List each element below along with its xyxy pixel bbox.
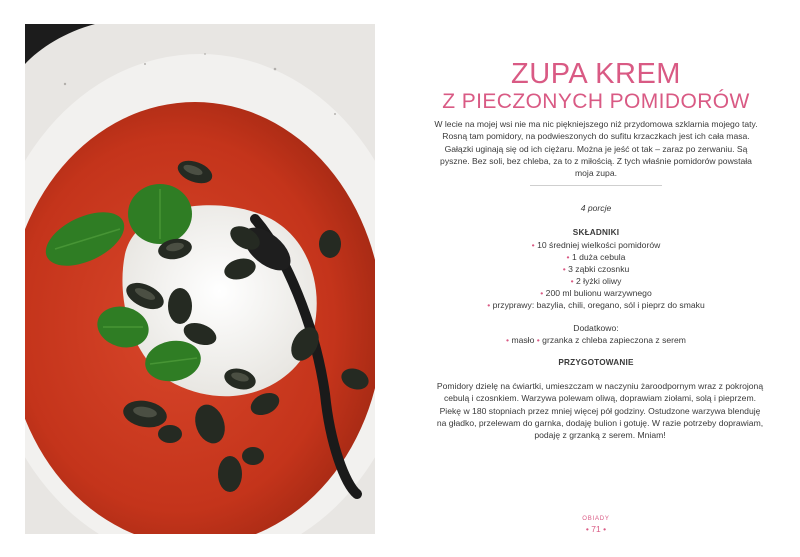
ingredient-item: • 10 średniej wielkości pomidorów — [531, 240, 661, 250]
extra-item: grzanka z chleba zapieczona z serem — [542, 335, 686, 345]
bullet-icon: • — [566, 251, 572, 262]
recipe-subtitle: Z PIECZONYCH POMIDORÓW — [442, 90, 750, 113]
bullet-icon: • — [600, 524, 607, 534]
ingredient-item: • 3 ząbki czosnku — [562, 263, 630, 274]
soup-photo — [25, 24, 375, 534]
footer-section-label: OBIADY — [582, 516, 610, 522]
bullet-icon: • — [487, 299, 493, 310]
ingredient-item: • 200 ml bulionu warzywnego — [540, 287, 652, 298]
recipe-title: ZUPA KREM — [511, 58, 681, 90]
ingredients-list — [418, 240, 774, 311]
page-number: • 71 • — [585, 524, 607, 534]
ingredient-item: • 2 łyżki oliwy — [570, 275, 622, 286]
extra-item: masło — [511, 335, 535, 345]
soup-bowl-illustration — [25, 24, 375, 534]
recipe-intro: W lecie na mojej wsi nie ma nic piękniejszego niż przydomowa szklarnia mojego taty. Rosną tam pomidory, na podwieszonych do sufitu krzaczkach jest ich cała masa. Gałązki uginają się od ich ciężaru. Można je jeść ot tak – zaraz po zerwaniu. Są pyszne. Bez soli, bez chleba, za to z miłością. Z tych właśnie pomidorów powstała moja zupa. — [434, 119, 758, 179]
bullet-icon: • — [531, 240, 538, 250]
ingredient-item: • 1 duża cebula — [566, 251, 626, 262]
section-divider — [530, 185, 662, 186]
ingredients-heading: SKŁADNIKI — [572, 228, 620, 237]
bullet-icon: • — [536, 335, 543, 345]
ingredient-item: • przyprawy: bazylia, chili, oregano, sól i pieprz do smaku — [487, 299, 705, 310]
extras-label: Dodatkowo: — [573, 323, 619, 333]
extras-list — [418, 335, 774, 345]
bullet-icon: • — [570, 275, 577, 286]
bullet-icon: • — [562, 263, 569, 274]
recipe-column — [418, 0, 774, 557]
preparation-text: Pomidory dzielę na ćwiartki, umieszczam w naczyniu żaroodpornym wraz z pokrojoną cebulą i czosnkiem. Warzywa polewam oliwą, doprawiam ziołami, solą i pieprzem. Piekę w 180 stopniach przez mniej więcej pół godziny. Ostudzone warzywa blenduję na gładko, przelewam do garnka, dodaję bulion i gotuję. W razie potrzeby doprawiam, podaję z grzanką z serem. Mniam! — [436, 381, 764, 441]
portions-count: 4 porcje — [580, 203, 612, 213]
bullet-icon: • — [585, 524, 592, 534]
preparation-heading: PRZYGOTOWANIE — [558, 358, 634, 367]
bullet-icon: • — [506, 335, 512, 345]
bullet-icon: • — [540, 287, 546, 298]
